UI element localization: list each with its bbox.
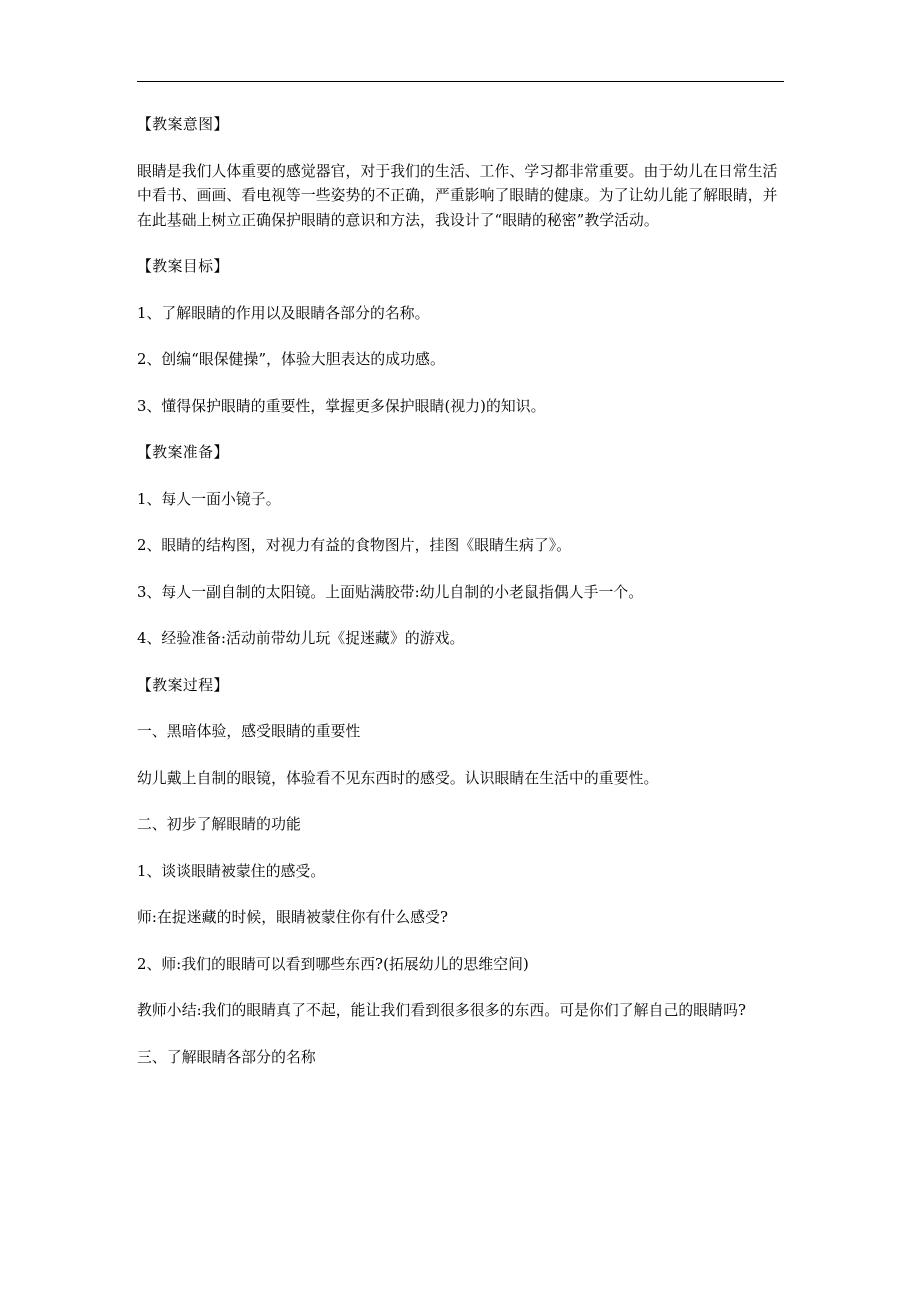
process-step-1-title: 一、黑暗体验，感受眼睛的重要性 xyxy=(137,723,361,740)
process-step-2-title: 二、初步了解眼睛的功能 xyxy=(137,816,301,833)
document-body xyxy=(137,113,789,1092)
prep-item-3: 3、每人一副自制的太阳镜。上面贴满胶带:幼儿自制的小老鼠指偶人手一个。 xyxy=(137,583,644,601)
process-step-3-title: 三、了解眼睛各部分的名称 xyxy=(137,1048,316,1066)
goal-item-1: 1、了解眼睛的作用以及眼睛各部分的名称。 xyxy=(137,304,430,322)
process-step-2-teacher-question: 师:在捉迷藏的时候，眼睛被蒙住你有什么感受? xyxy=(137,909,449,926)
process-step-1-body: 幼儿戴上自制的眼镜，体验看不见东西时的感受。认识眼睛在生活中的重要性。 xyxy=(137,769,659,787)
prep-item-2: 2、眼睛的结构图，对视力有益的食物图片，挂图《眼睛生病了》。 xyxy=(137,537,572,554)
process-step-2-summary: 教师小结:我们的眼睛真了不起，能让我们看到很多很多的东西。可是你们了解自己的眼睛吗? xyxy=(137,1002,746,1019)
intent-paragraph: 眼睛是我们人体重要的感觉器官，对于我们的生活、工作、学习都非常重要。由于幼儿在日常生活中看书、画画、看电视等一些姿势的不正确，严重影响了眼睛的健康。为了让幼儿能了解眼睛，并在此基础上树立正确保护眼睛的意识和方法，我设计了“眼睛的秘密”教学活动。 xyxy=(137,162,778,229)
header-rule xyxy=(137,81,784,82)
prep-item-4: 4、经验准备:活动前带幼儿玩《捉迷藏》的游戏。 xyxy=(137,630,465,647)
section-heading-intent: 【教案意图】 xyxy=(137,116,229,133)
section-heading-process: 【教案过程】 xyxy=(137,676,229,694)
prep-item-1: 1、每人一面小镜子。 xyxy=(137,490,281,508)
section-heading-preparation: 【教案准备】 xyxy=(137,444,229,461)
goal-item-3: 3、懂得保护眼睛的重要性，掌握更多保护眼睛(视力)的知识。 xyxy=(137,397,546,415)
section-heading-goals: 【教案目标】 xyxy=(137,258,229,275)
process-step-2-item-2: 2、师:我们的眼睛可以看到哪些东西?(拓展幼儿的思维空间) xyxy=(137,955,529,973)
process-step-2-item-1: 1、谈谈眼睛被蒙住的感受。 xyxy=(137,862,326,880)
goal-item-2: 2、创编“眼保健操”，体验大胆表达的成功感。 xyxy=(137,351,445,368)
